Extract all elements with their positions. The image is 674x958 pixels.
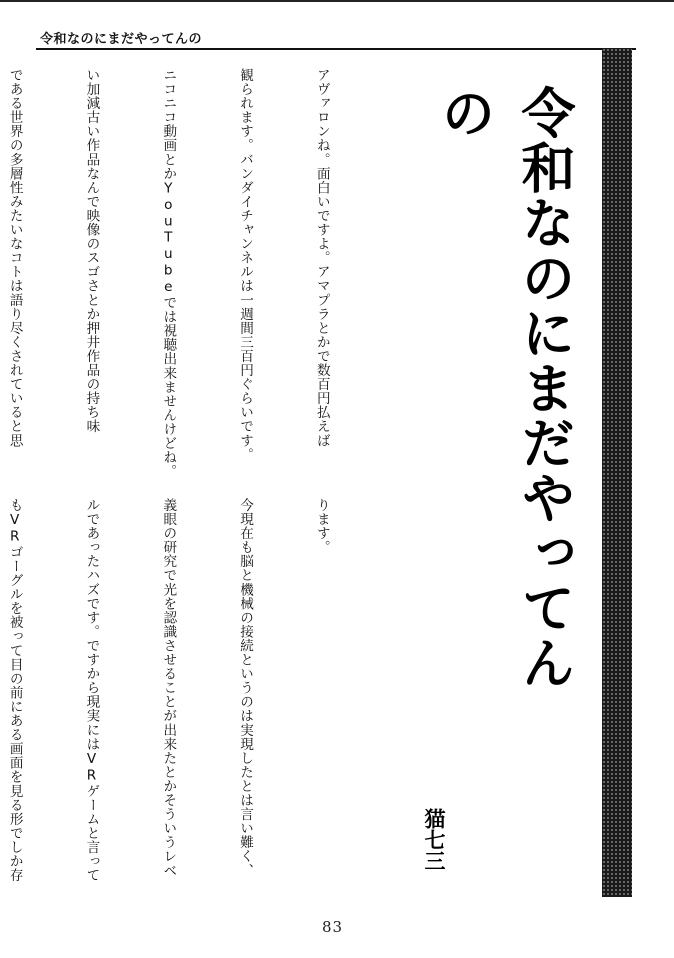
body-line: 観られます。バンダイチャンネルは一週間三百円ぐらいです。 (237, 68, 254, 462)
running-header: 令和なのにまだやってんの (40, 32, 203, 47)
header-rule (36, 48, 636, 50)
body-line: もVRゴーグルを被って目の前にある画面を見る形でしか存 (6, 498, 23, 883)
body-line: ルであったハズです。ですから現実にはVRゲームと言って (83, 498, 100, 883)
body-line: 今現在も脳と機械の接続というのは実現したとは言い難く、 (237, 498, 254, 878)
author-name: 猫七三 (422, 808, 447, 871)
body-line: い加減古い作品なんで映像のスゴさとか押井作品の持ち味 (83, 68, 100, 434)
page-number: 83 (322, 918, 344, 936)
body-line: アヴァロンね。面白いですよ。アマプラとかで数百円払えば (313, 68, 330, 448)
body-text-lower (6, 498, 385, 898)
body-line: ります。 (313, 498, 330, 555)
body-text-upper (6, 68, 385, 479)
body-line: である世界の多層性みたいなコトは語り尽くされていると思 (6, 68, 23, 448)
body-line: ニコニコ動画とかYouTubeでは視聴出来ませんけどね。 (160, 68, 177, 479)
top-border-line (0, 0, 674, 2)
decorative-spine-band (602, 48, 632, 897)
article-title: 令和なのにまだやってんの (433, 85, 577, 690)
body-line: 義眼の研究で光を認識させることが出来たとかそういうレベ (160, 498, 177, 878)
